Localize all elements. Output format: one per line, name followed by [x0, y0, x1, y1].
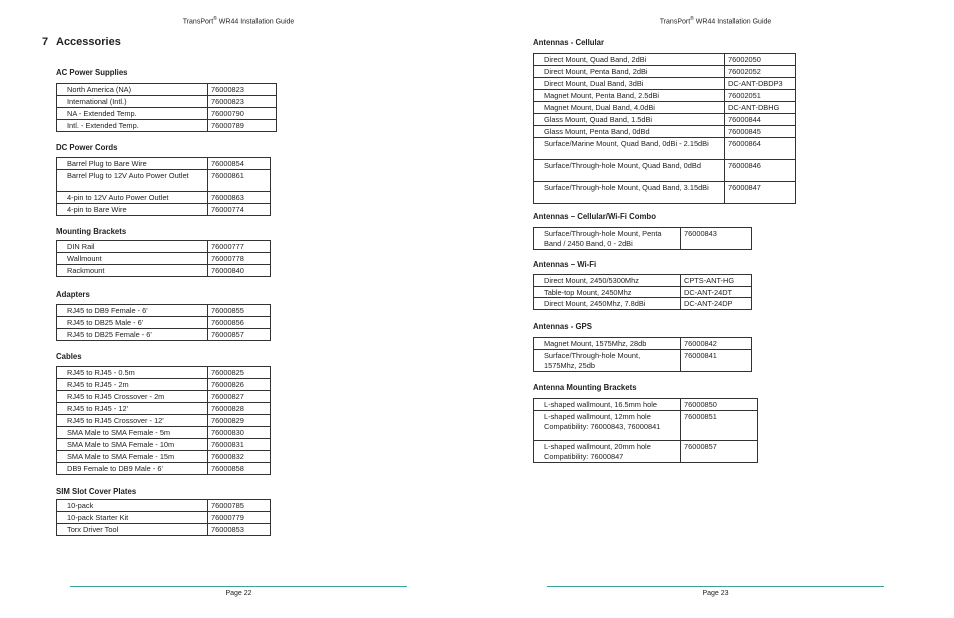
table-row — [57, 329, 271, 341]
table-row — [534, 90, 796, 102]
table-row — [534, 338, 752, 350]
part-number: DC-ANT-DBDP3 — [725, 78, 796, 90]
item-description: International (Intl.) — [57, 96, 208, 108]
item-description: Glass Mount, Quad Band, 1.5dBi — [534, 114, 725, 126]
group-heading: DC Power Cords — [56, 143, 118, 152]
part-number: 76000827 — [208, 391, 271, 403]
item-description: Wallmount — [57, 253, 208, 265]
part-number: 76000826 — [208, 379, 271, 391]
item-description: Surface/Through-hole Mount, Quad Band, 3.15dBi — [534, 182, 725, 204]
table-row — [57, 204, 271, 216]
item-description: Intl. - Extended Temp. — [57, 120, 208, 132]
item-description: Surface/Through-hole Mount, Penta Band / 2450 Band, 0 - 2dBi — [534, 228, 681, 250]
part-number: 76000831 — [208, 439, 271, 451]
part-number: 76000779 — [208, 512, 271, 524]
table-row — [57, 253, 271, 265]
item-description: Magnet Mount, 1575Mhz, 28db — [534, 338, 681, 350]
group-heading: Adapters — [56, 290, 90, 299]
page-number: Page 22 — [225, 590, 252, 597]
footer-rule — [70, 586, 407, 587]
group-heading: SIM Slot Cover Plates — [56, 487, 137, 496]
table-row — [57, 96, 277, 108]
part-number: 76000842 — [681, 338, 752, 350]
item-description: Direct Mount, Penta Band, 2dBi — [534, 66, 725, 78]
section-number: 7 — [42, 36, 49, 48]
table-row — [534, 102, 796, 114]
part-number: 76000830 — [208, 427, 271, 439]
section-title — [42, 36, 121, 48]
part-number: DC-ANT-24DT — [681, 286, 752, 298]
item-description: 4-pin to Bare Wire — [57, 204, 208, 216]
part-number: 76000829 — [208, 415, 271, 427]
part-number: 76000845 — [725, 126, 796, 138]
table-row — [57, 403, 271, 415]
table-row — [534, 298, 752, 310]
table-row — [57, 158, 271, 170]
table-row — [534, 275, 752, 287]
group-heading: Antenna Mounting Brackets — [533, 383, 637, 392]
item-description: RJ45 to RJ45 - 0.5m — [57, 367, 208, 379]
part-number: 76000790 — [208, 108, 277, 120]
group-heading: Antennas – Cellular/Wi-Fi Combo — [533, 212, 656, 221]
item-description: 10-pack Starter Kit — [57, 512, 208, 524]
item-description: DIN Rail — [57, 241, 208, 253]
part-number: 76000843 — [681, 228, 752, 250]
part-number: 76000857 — [681, 441, 758, 463]
table-row — [534, 78, 796, 90]
item-description: SMA Male to SMA Female - 5m — [57, 427, 208, 439]
item-description: RJ45 to RJ45 Crossover - 2m — [57, 391, 208, 403]
running-header: TransPort® WR44 Installation Guide — [182, 16, 295, 26]
table-row — [534, 182, 796, 204]
item-description: 4-pin to 12V Auto Power Outlet — [57, 192, 208, 204]
item-description: Barrel Plug to Bare Wire — [57, 158, 208, 170]
table-row — [534, 286, 752, 298]
part-number: 76000823 — [208, 84, 277, 96]
table-row — [57, 265, 271, 277]
page-number: Page 23 — [702, 590, 729, 597]
part-number: 76000774 — [208, 204, 271, 216]
part-number: 76000853 — [208, 524, 271, 536]
item-description: SMA Male to SMA Female - 10m — [57, 439, 208, 451]
table-row — [534, 350, 752, 372]
accessory-table — [533, 398, 758, 463]
group-heading: Antennas – Wi-Fi — [533, 260, 597, 269]
part-number: DC-ANT-DBHG — [725, 102, 796, 114]
accessory-table — [56, 157, 271, 216]
table-row — [534, 399, 758, 411]
part-number: 76000856 — [208, 317, 271, 329]
table-row — [57, 415, 271, 427]
item-description: Direct Mount, 2450Mhz, 7.8dBi — [534, 298, 681, 310]
accessory-table — [56, 304, 271, 341]
part-number: 76002050 — [725, 54, 796, 66]
part-number: 76000844 — [725, 114, 796, 126]
group-heading: AC Power Supplies — [56, 68, 128, 77]
accessory-table — [533, 337, 752, 372]
item-description: RJ45 to DB25 Male - 6' — [57, 317, 208, 329]
table-row — [534, 441, 758, 463]
table-row — [57, 192, 271, 204]
table-row — [57, 451, 271, 463]
group-heading: Antennas - Cellular — [533, 38, 605, 47]
table-row — [57, 512, 271, 524]
item-description: Table-top Mount, 2450Mhz — [534, 286, 681, 298]
part-number: 76000854 — [208, 158, 271, 170]
table-row — [57, 305, 271, 317]
item-description: Glass Mount, Penta Band, 0dBd — [534, 126, 725, 138]
item-description: Surface/Through-hole Mount, Quad Band, 0dBd — [534, 160, 725, 182]
part-number: 76000855 — [208, 305, 271, 317]
item-description: Rackmount — [57, 265, 208, 277]
table-row — [534, 66, 796, 78]
item-description: Surface/Marine Mount, Quad Band, 0dBi - 2.15dBi — [534, 138, 725, 160]
part-number: 76002052 — [725, 66, 796, 78]
table-row — [57, 241, 271, 253]
table-row — [57, 391, 271, 403]
part-number: 76002051 — [725, 90, 796, 102]
item-description: RJ45 to RJ45 - 12' — [57, 403, 208, 415]
accessory-table — [56, 366, 271, 475]
table-row — [57, 427, 271, 439]
accessory-table — [533, 274, 752, 310]
item-description: Barrel Plug to 12V Auto Power Outlet — [57, 170, 208, 192]
item-description: SMA Male to SMA Female - 15m — [57, 451, 208, 463]
part-number: 76000863 — [208, 192, 271, 204]
table-row — [534, 160, 796, 182]
item-description: Direct Mount, Quad Band, 2dBi — [534, 54, 725, 66]
item-description: Surface/Through-hole Mount, 1575Mhz, 25db — [534, 350, 681, 372]
table-row — [534, 411, 758, 441]
item-description: Magnet Mount, Dual Band, 4.0dBi — [534, 102, 725, 114]
item-description: Direct Mount, 2450/5300Mhz — [534, 275, 681, 287]
table-row — [534, 138, 796, 160]
part-number: 76000857 — [208, 329, 271, 341]
part-number: 76000832 — [208, 451, 271, 463]
group-heading: Antennas - GPS — [533, 322, 592, 331]
accessory-table — [56, 240, 271, 277]
part-number: 76000864 — [725, 138, 796, 160]
item-description: Torx Driver Tool — [57, 524, 208, 536]
table-row — [57, 463, 271, 475]
table-row — [534, 54, 796, 66]
part-number: 76000840 — [208, 265, 271, 277]
item-description: 10-pack — [57, 500, 208, 512]
running-header: TransPort® WR44 Installation Guide — [659, 16, 772, 26]
part-number: 76000841 — [681, 350, 752, 372]
footer-rule — [547, 586, 884, 587]
item-description: L-shaped wallmount, 16.5mm hole — [534, 399, 681, 411]
table-row — [57, 170, 271, 192]
part-number: 76000847 — [725, 182, 796, 204]
accessory-table — [56, 83, 277, 132]
item-description: RJ45 to DB9 Female - 6' — [57, 305, 208, 317]
table-row — [57, 317, 271, 329]
part-number: 76000850 — [681, 399, 758, 411]
part-number: 76000858 — [208, 463, 271, 475]
group-heading: Cables — [56, 352, 82, 361]
part-number: 76000851 — [681, 411, 758, 441]
item-description: DB9 Female to DB9 Male - 6' — [57, 463, 208, 475]
accessory-table — [533, 53, 796, 204]
part-number: 76000846 — [725, 160, 796, 182]
part-number: 76000825 — [208, 367, 271, 379]
table-row — [57, 108, 277, 120]
accessory-table — [533, 227, 752, 250]
table-row — [57, 379, 271, 391]
accessory-table — [56, 499, 271, 536]
part-number: 76000785 — [208, 500, 271, 512]
part-number: 76000861 — [208, 170, 271, 192]
item-description: RJ45 to DB25 Female - 6' — [57, 329, 208, 341]
part-number: 76000789 — [208, 120, 277, 132]
table-row — [57, 524, 271, 536]
table-row — [57, 500, 271, 512]
table-row — [57, 84, 277, 96]
page-right — [477, 0, 954, 618]
item-description: Magnet Mount, Penta Band, 2.5dBi — [534, 90, 725, 102]
item-description: North America (NA) — [57, 84, 208, 96]
table-row — [534, 114, 796, 126]
item-description: RJ45 to RJ45 Crossover - 12' — [57, 415, 208, 427]
part-number: CPTS-ANT-HG — [681, 275, 752, 287]
part-number: 76000823 — [208, 96, 277, 108]
table-row — [57, 120, 277, 132]
table-row — [57, 439, 271, 451]
group-heading: Mounting Brackets — [56, 227, 127, 236]
part-number: DC-ANT-24DP — [681, 298, 752, 310]
item-description: RJ45 to RJ45 - 2m — [57, 379, 208, 391]
table-row — [57, 367, 271, 379]
item-description: Direct Mount, Dual Band, 3dBi — [534, 78, 725, 90]
part-number: 76000828 — [208, 403, 271, 415]
section-title-text: Accessories — [56, 36, 121, 48]
part-number: 76000777 — [208, 241, 271, 253]
table-row — [534, 126, 796, 138]
item-description: NA - Extended Temp. — [57, 108, 208, 120]
table-row — [534, 228, 752, 250]
item-description: L-shaped wallmount, 12mm hole Compatibility: 76000843, 76000841 — [534, 411, 681, 441]
part-number: 76000778 — [208, 253, 271, 265]
item-description: L-shaped wallmount, 20mm hole Compatibility: 76000847 — [534, 441, 681, 463]
